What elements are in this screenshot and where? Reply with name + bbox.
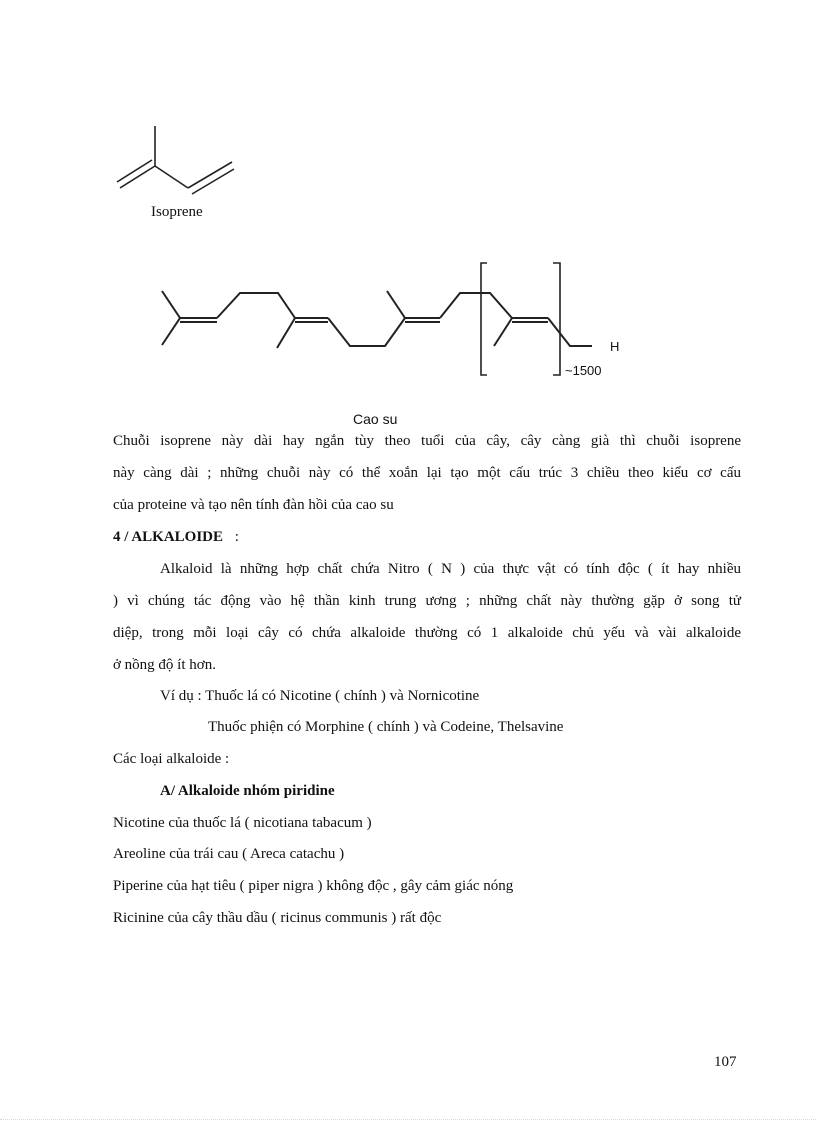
isoprene-structure [110,118,240,198]
types-label: Các loại alkaloide : [113,751,230,767]
section-heading-number: 4 / ALKALOIDE [113,529,224,545]
rubber-caption: Cao su [353,411,398,427]
rubber-repeat-label: ~1500 [565,363,602,378]
paragraph-isoprene-line-3: của proteine và tạo nên tính đàn hồi của cao su [113,497,394,513]
paragraph-alkaloid-line-4: ở nồng độ ít hơn. [113,657,216,673]
list-item: Ricinine của cây thầu dầu ( ricinus communis ) rất độc [113,910,442,926]
paragraph-isoprene-line-2: này càng dài ; những chuỗi này có thể xoắn lại tạo một cấu trúc 3 chiều theo kiểu cơ cấu [113,465,741,481]
page-edge-divider [0,1119,816,1120]
rubber-structure [150,258,630,383]
isoprene-caption: Isoprene [151,204,203,220]
paragraph-alkaloid-line-3: diệp, trong mỗi loại cây có chứa alkaloide thường có 1 alkaloide chủ yếu và vài alkaloide [113,625,741,641]
list-item: Nicotine của thuốc lá ( nicotiana tabacum ) [113,815,372,831]
paragraph-alkaloid-line-2: ) vì chúng tác động vào hệ thần kinh trung ương ; những chất này thường gặp ở song tử [113,593,741,609]
subheading-piridine: A/ Alkaloide nhóm piridine [160,783,335,799]
rubber-h-label: H [610,339,620,354]
section-heading [113,529,239,545]
page-number: 107 [714,1054,737,1070]
paragraph-isoprene-line-1: Chuỗi isoprene này dài hay ngắn tùy theo tuổi của cây, cây càng già thì chuỗi isoprene [113,433,741,449]
list-item: Piperine của hạt tiêu ( piper nigra ) không độc , gây cảm giác nóng [113,878,514,894]
paragraph-alkaloid-line-1: Alkaloid là những hợp chất chứa Nitro ( N ) của thực vật có tính độc ( ít hay nhiều [160,561,741,577]
section-heading-suffix: : [234,529,239,545]
list-item: Areoline của trái cau ( Areca catachu ) [113,846,345,862]
example-line-2: Thuốc phiện có Morphine ( chính ) và Codeine, Thelsavine [208,719,564,735]
example-line-1: Ví dụ : Thuốc lá có Nicotine ( chính ) và Nornicotine [160,688,480,704]
